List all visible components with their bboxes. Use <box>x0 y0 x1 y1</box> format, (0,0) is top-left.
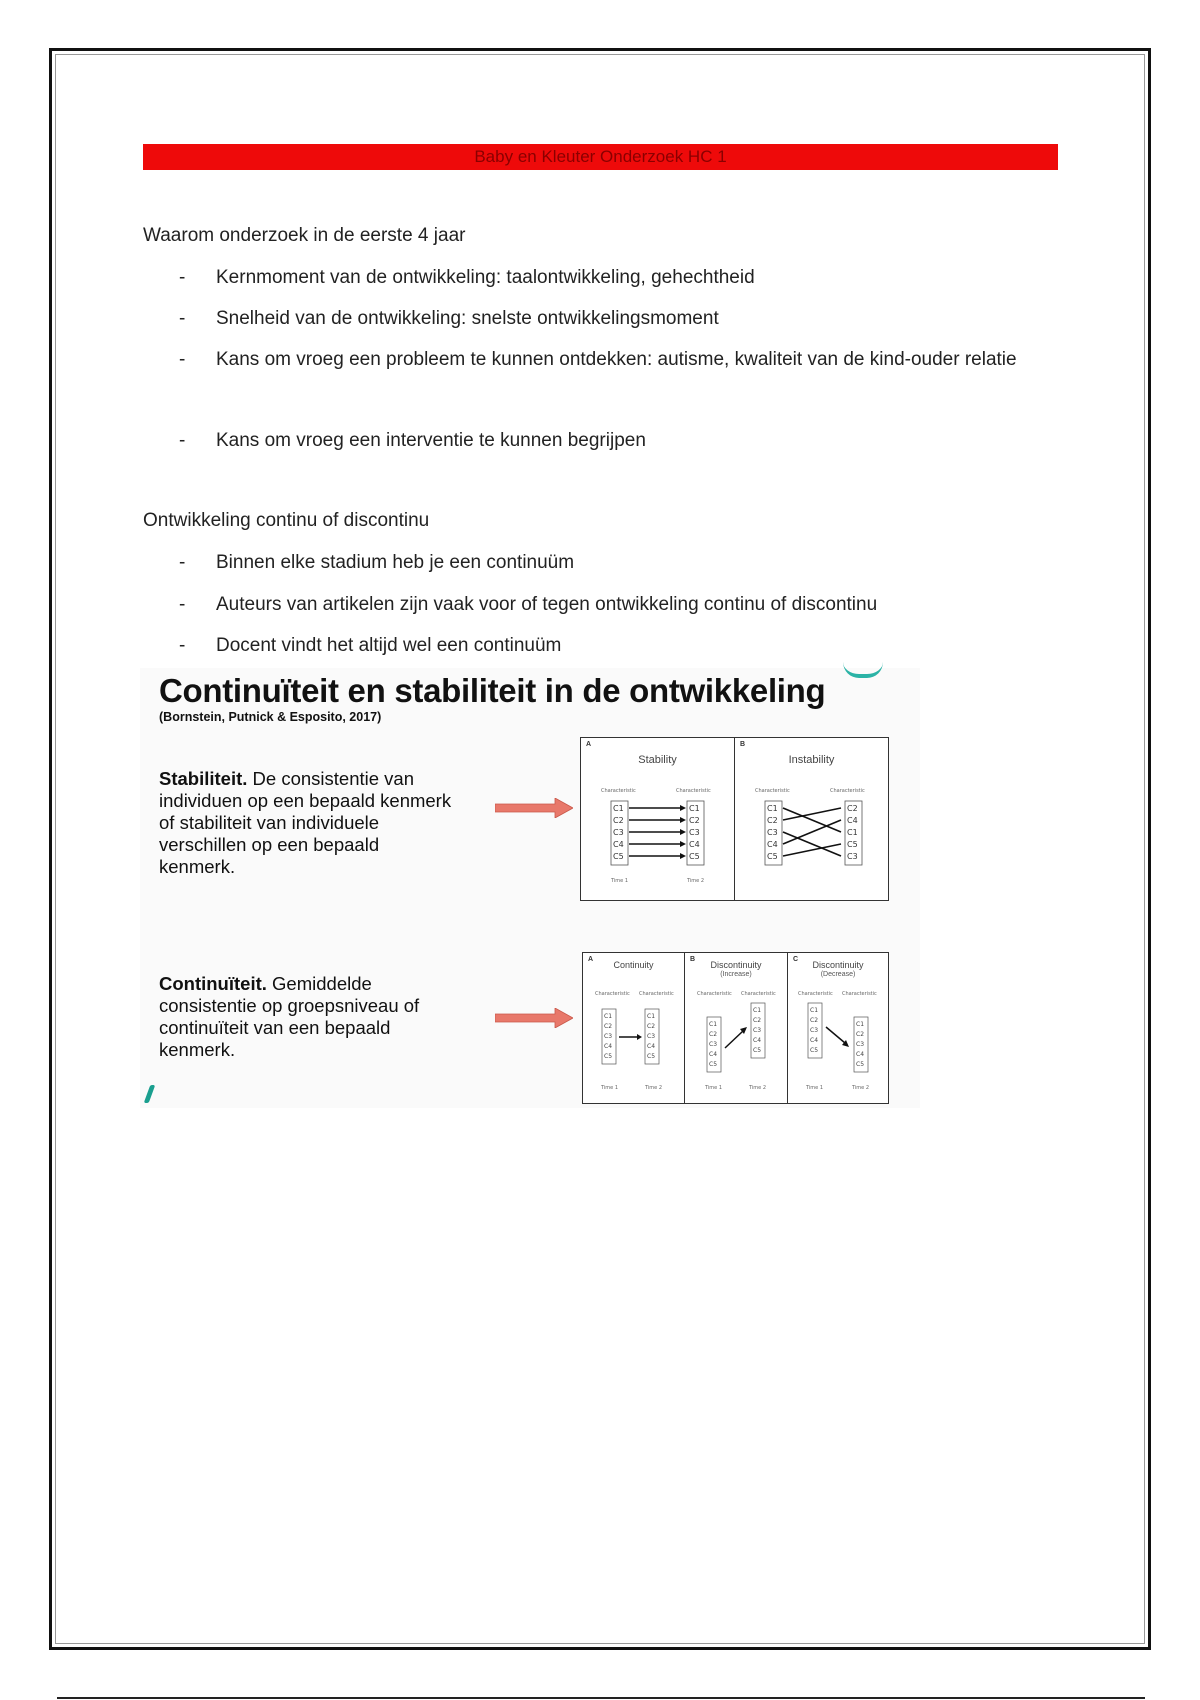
cell: C1 <box>604 1013 613 1020</box>
list-item: - Snelheid van de ontwikkeling: snelste ontwikkelingsmoment <box>216 299 1066 339</box>
section-heading-ontwikkeling: Ontwikkeling continu of discontinu <box>143 510 430 531</box>
cell: C4 <box>767 840 778 849</box>
panel-subtitle: (Decrease) <box>820 971 856 978</box>
cell: C4 <box>847 816 858 825</box>
cell: C2 <box>613 816 624 825</box>
cell: C5 <box>604 1053 613 1060</box>
cell: C5 <box>689 852 700 861</box>
embedded-slide <box>140 668 920 1108</box>
col-label: Characteristic <box>741 991 776 997</box>
cell: C2 <box>689 816 700 825</box>
cell: C2 <box>767 816 778 825</box>
list-item: - Docent vindt het altijd wel een continuüm <box>216 626 1066 666</box>
cell: C4 <box>856 1051 865 1058</box>
list-item: - Kernmoment van de ontwikkeling: taalontwikkeling, gehechtheid <box>216 258 1066 298</box>
cell: C5 <box>847 840 858 849</box>
panel-title: Discontinuity <box>710 960 762 970</box>
stability-text: De consistentie van individuen op een bepaald kenmerk of stabiliteit van individuele verschillen op een bepaald kenmerk. <box>159 768 452 877</box>
time-label: Time 2 <box>749 1085 767 1091</box>
cell: C4 <box>647 1043 656 1050</box>
stability-definition <box>159 768 459 878</box>
list-item: - Binnen elke stadium heb je een continuüm <box>216 543 1066 583</box>
panel-letter: C <box>793 956 799 963</box>
cell: C5 <box>753 1047 762 1054</box>
time-label: Time 2 <box>852 1085 870 1091</box>
time-label: Time 1 <box>601 1085 619 1091</box>
time-label: Time 2 <box>645 1085 663 1091</box>
cell: C2 <box>709 1031 718 1038</box>
cell: C3 <box>856 1041 865 1048</box>
panel-letter: B <box>740 741 746 748</box>
discontinuity-increase-diagram <box>685 953 789 1105</box>
cell: C3 <box>709 1041 718 1048</box>
panel-letter: A <box>586 741 592 748</box>
col-label: Characteristic <box>755 788 790 794</box>
page-bottom-rule <box>57 1697 1145 1699</box>
document-title: Baby en Kleuter Onderzoek HC 1 <box>143 144 1058 170</box>
col-label: Characteristic <box>842 991 877 997</box>
cell: C3 <box>847 852 858 861</box>
list-item: - Auteurs van artikelen zijn vaak voor of tegen ontwikkeling continu of discontinu <box>216 585 1066 625</box>
cell: C3 <box>753 1027 762 1034</box>
cell: C2 <box>847 804 858 813</box>
cell: C5 <box>767 852 778 861</box>
cell: C5 <box>613 852 624 861</box>
col-label: Characteristic <box>639 991 674 997</box>
cell: C1 <box>647 1013 656 1020</box>
cell: C2 <box>604 1023 613 1030</box>
panel-title: Discontinuity <box>812 960 864 970</box>
cell: C1 <box>689 804 700 813</box>
cell: C1 <box>810 1007 819 1014</box>
instability-diagram-panel <box>734 737 889 901</box>
cell: C4 <box>604 1043 613 1050</box>
cell: C5 <box>709 1061 718 1068</box>
continuity-definition <box>159 973 459 1061</box>
teal-accent-shape <box>843 662 883 678</box>
cell: C3 <box>613 828 624 837</box>
col-label: Characteristic <box>676 788 711 794</box>
cell: C3 <box>810 1027 819 1034</box>
discontinuity-decrease-panel <box>787 952 889 1104</box>
cell: C1 <box>767 804 778 813</box>
cell: C3 <box>647 1033 656 1040</box>
cell: C5 <box>647 1053 656 1060</box>
col-label: Characteristic <box>601 788 636 794</box>
col-label: Characteristic <box>830 788 865 794</box>
arrow-right-icon <box>495 798 573 818</box>
col-label: Characteristic <box>798 991 833 997</box>
panel-title: Continuity <box>613 960 654 970</box>
cell: C1 <box>856 1021 865 1028</box>
cell: C5 <box>810 1047 819 1054</box>
cell: C1 <box>709 1021 718 1028</box>
stability-diagram <box>581 738 736 902</box>
cell: C4 <box>753 1037 762 1044</box>
col-label: Characteristic <box>595 991 630 997</box>
slide-citation: (Bornstein, Putnick & Esposito, 2017) <box>159 710 382 724</box>
time-label: Time 1 <box>806 1085 824 1091</box>
slide-title: Continuïteit en stabiliteit in de ontwikkeling <box>159 672 826 709</box>
continuity-text: Gemiddelde consistentie op groepsniveau of continuïteit van een bepaald kenmerk. <box>159 973 420 1060</box>
list-item: - Kans om vroeg een interventie te kunnen begrijpen <box>216 421 1066 461</box>
cell: C3 <box>689 828 700 837</box>
cell: C1 <box>847 828 858 837</box>
panel-letter: A <box>588 956 594 963</box>
panel-title: Stability <box>638 754 677 766</box>
list-item: - Kans om vroeg een probleem te kunnen ontdekken: autisme, kwaliteit van de kind-ouder relatie <box>216 340 1066 380</box>
cell: C4 <box>689 840 700 849</box>
instability-diagram <box>735 738 890 902</box>
cell: C2 <box>810 1017 819 1024</box>
cell: C1 <box>613 804 624 813</box>
cell: C4 <box>613 840 624 849</box>
teal-accent-mark <box>144 1085 156 1103</box>
arrow-right-icon <box>495 1008 573 1028</box>
cell: C4 <box>810 1037 819 1044</box>
continuity-term: Continuïteit. <box>159 973 267 994</box>
cell: C3 <box>767 828 778 837</box>
stability-term: Stabiliteit. <box>159 768 248 789</box>
time-label: Time 1 <box>611 878 629 884</box>
discontinuity-increase-panel <box>684 952 788 1104</box>
continuity-diagram <box>583 953 686 1105</box>
section-heading-waarom: Waarom onderzoek in de eerste 4 jaar <box>143 225 466 246</box>
continuity-diagram-panel <box>582 952 685 1104</box>
time-label: Time 2 <box>687 878 705 884</box>
time-label: Time 1 <box>705 1085 723 1091</box>
cell: C4 <box>709 1051 718 1058</box>
panel-title: Instability <box>788 754 835 766</box>
cell: C5 <box>856 1061 865 1068</box>
cell: C2 <box>647 1023 656 1030</box>
panel-subtitle: (Increase) <box>720 971 752 978</box>
discontinuity-decrease-diagram <box>788 953 890 1105</box>
col-label: Characteristic <box>697 991 732 997</box>
cell: C2 <box>856 1031 865 1038</box>
cell: C3 <box>604 1033 613 1040</box>
stability-diagram-panel <box>580 737 735 901</box>
cell: C1 <box>753 1007 762 1014</box>
cell: C2 <box>753 1017 762 1024</box>
panel-letter: B <box>690 956 696 963</box>
